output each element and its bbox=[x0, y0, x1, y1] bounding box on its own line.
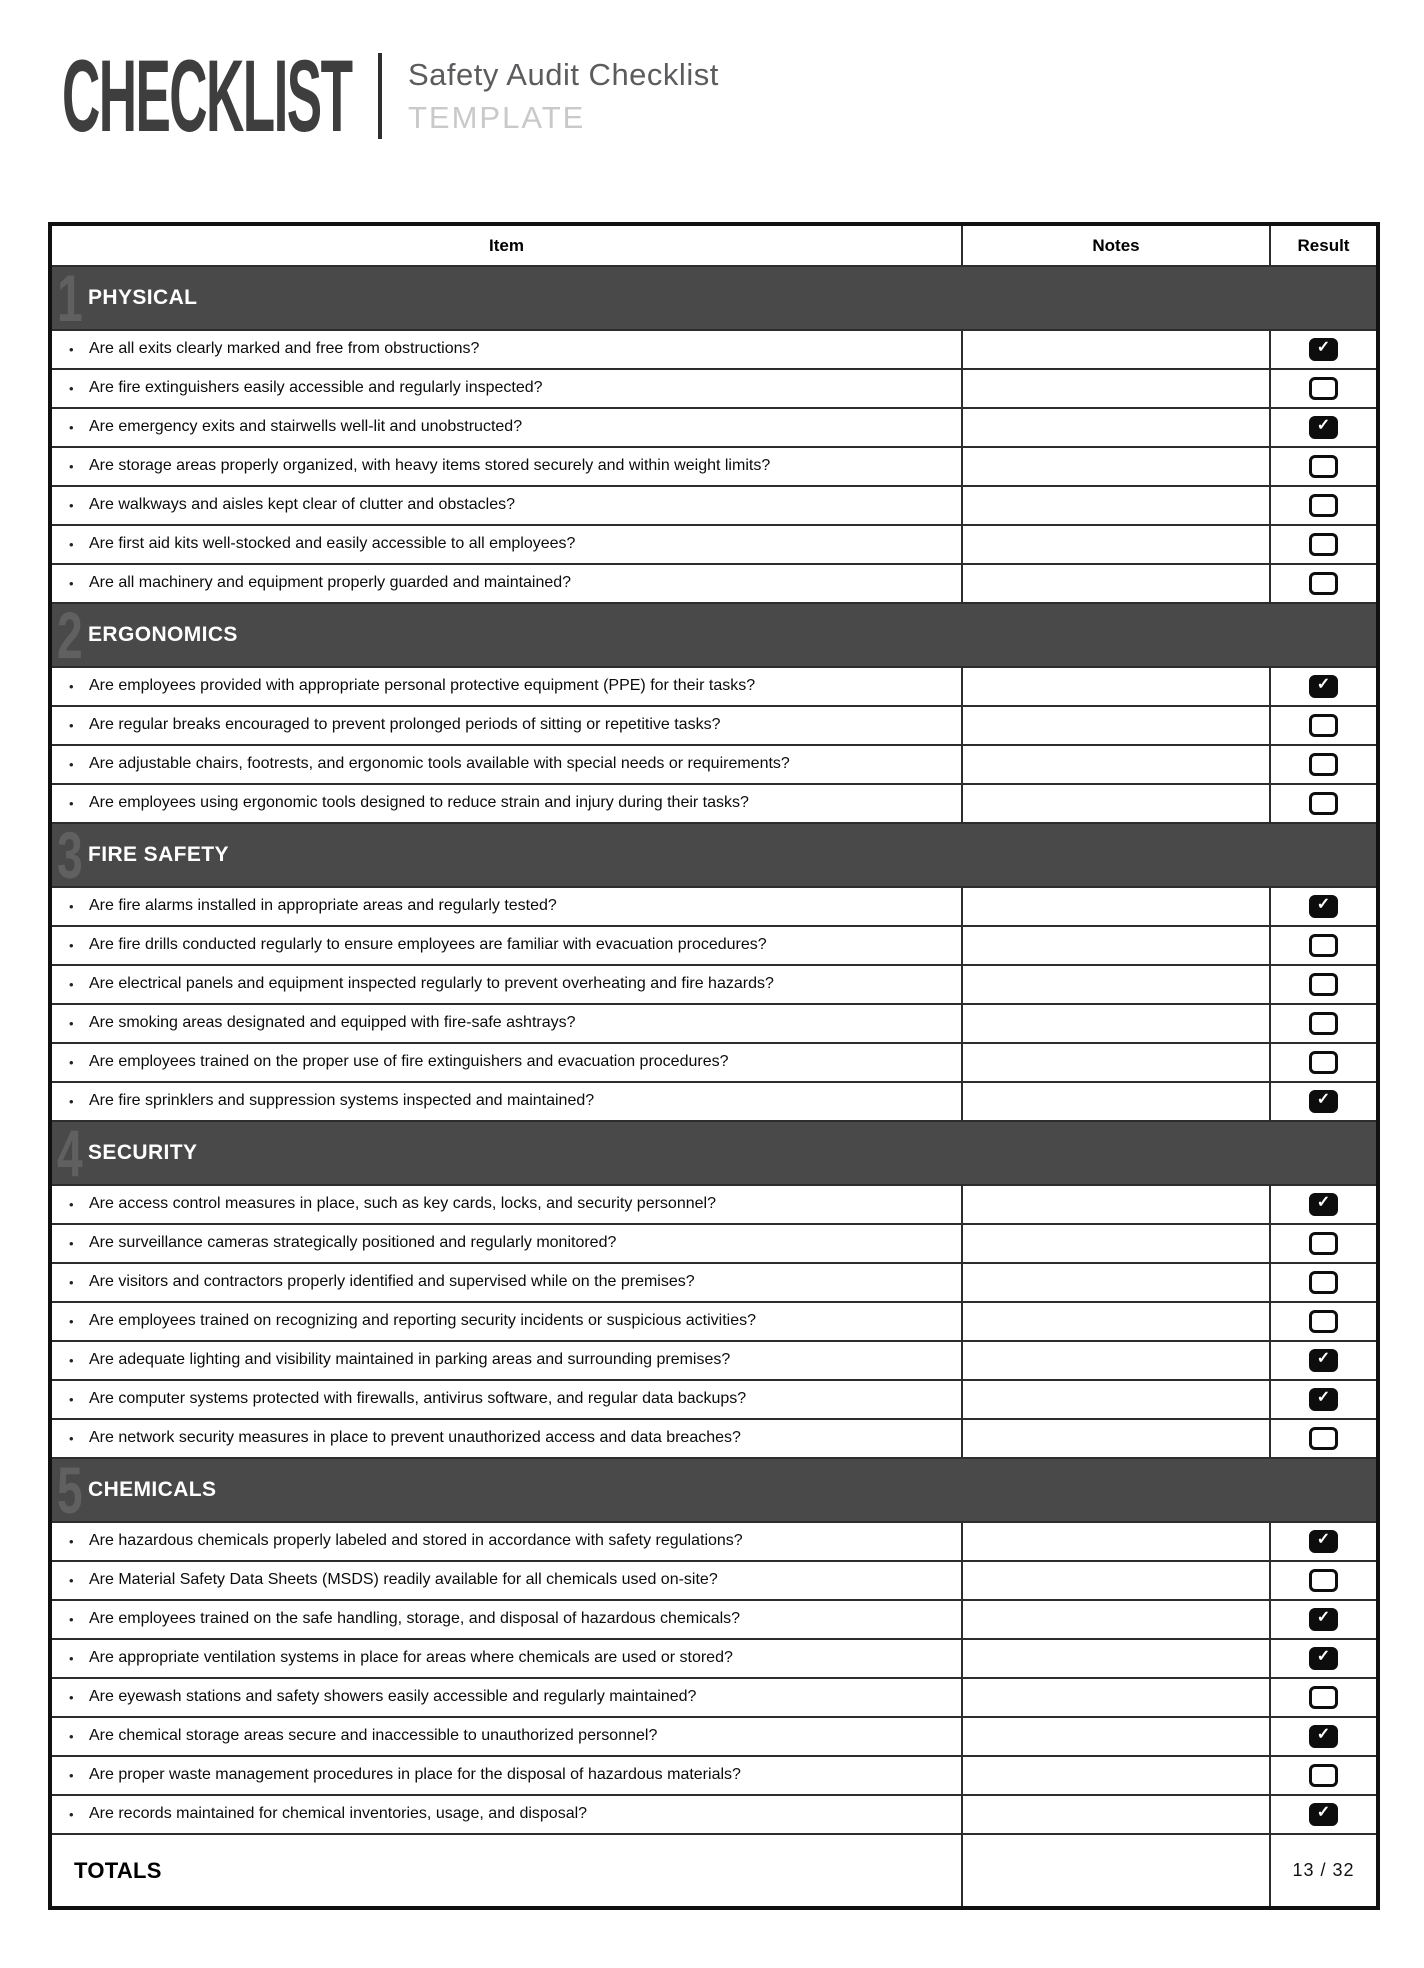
item-text: Are Material Safety Data Sheets (MSDS) readily available for all chemicals used on-site? bbox=[89, 1571, 718, 1589]
notes-field[interactable] bbox=[962, 965, 1270, 1004]
checklist-row bbox=[50, 667, 1378, 706]
item-cell bbox=[50, 1600, 962, 1639]
result-cell bbox=[1270, 1341, 1378, 1380]
checklist-row bbox=[50, 965, 1378, 1004]
item-text: Are employees trained on recognizing and reporting security incidents or suspicious activities? bbox=[89, 1312, 757, 1330]
check-icon: ✓ bbox=[1316, 1648, 1331, 1665]
checkbox-unchecked[interactable] bbox=[1309, 1012, 1338, 1035]
section-title: CHEMICALS bbox=[88, 1478, 217, 1501]
checkbox-unchecked[interactable] bbox=[1309, 377, 1338, 400]
result-cell bbox=[1270, 1756, 1378, 1795]
notes-field[interactable] bbox=[962, 1185, 1270, 1224]
bullet-icon: • bbox=[69, 1274, 74, 1290]
checklist-row bbox=[50, 1004, 1378, 1043]
item-text: Are all exits clearly marked and free from obstructions? bbox=[89, 340, 480, 358]
checklist-row bbox=[50, 486, 1378, 525]
item-cell bbox=[50, 1678, 962, 1717]
checkbox-checked[interactable] bbox=[1309, 338, 1338, 361]
bullet-icon: • bbox=[69, 795, 74, 811]
bullet-icon: • bbox=[69, 1196, 74, 1212]
notes-field[interactable] bbox=[962, 1043, 1270, 1082]
checklist-row bbox=[50, 1795, 1378, 1834]
section-row-physical bbox=[50, 266, 1378, 330]
bullet-icon: • bbox=[69, 678, 74, 694]
result-cell bbox=[1270, 745, 1378, 784]
checkbox-unchecked[interactable] bbox=[1309, 1764, 1338, 1787]
checkbox-unchecked[interactable] bbox=[1309, 973, 1338, 996]
section-number: 1 bbox=[57, 266, 83, 330]
section-bar-fire-safety bbox=[50, 823, 1378, 887]
item-cell bbox=[50, 1004, 962, 1043]
item-cell bbox=[50, 564, 962, 603]
checkbox-checked[interactable] bbox=[1309, 895, 1338, 918]
result-cell bbox=[1270, 1600, 1378, 1639]
notes-field[interactable] bbox=[962, 706, 1270, 745]
notes-field[interactable] bbox=[962, 564, 1270, 603]
section-title: FIRE SAFETY bbox=[88, 843, 229, 866]
result-cell bbox=[1270, 564, 1378, 603]
item-text: Are employees trained on the safe handling, storage, and disposal of hazardous chemicals? bbox=[89, 1610, 741, 1628]
item-text: Are walkways and aisles kept clear of clutter and obstacles? bbox=[89, 496, 515, 514]
result-cell bbox=[1270, 408, 1378, 447]
item-text: Are emergency exits and stairwells well-lit and unobstructed? bbox=[89, 418, 523, 436]
section-bar-chemicals bbox=[50, 1458, 1378, 1522]
checklist-row bbox=[50, 706, 1378, 745]
checkbox-unchecked[interactable] bbox=[1309, 1427, 1338, 1450]
checklist-row bbox=[50, 1185, 1378, 1224]
checkbox-unchecked[interactable] bbox=[1309, 714, 1338, 737]
checkbox-checked[interactable] bbox=[1309, 1803, 1338, 1826]
checkbox-unchecked[interactable] bbox=[1309, 533, 1338, 556]
notes-field[interactable] bbox=[962, 1004, 1270, 1043]
check-icon: ✓ bbox=[1316, 896, 1331, 913]
bullet-icon: • bbox=[69, 1533, 74, 1549]
checklist-row bbox=[50, 1561, 1378, 1600]
item-text: Are first aid kits well-stocked and easily accessible to all employees? bbox=[89, 535, 576, 553]
result-cell bbox=[1270, 965, 1378, 1004]
checklist-row bbox=[50, 1224, 1378, 1263]
check-icon: ✓ bbox=[1316, 1350, 1331, 1367]
notes-field[interactable] bbox=[962, 1341, 1270, 1380]
bullet-icon: • bbox=[69, 458, 74, 474]
bullet-icon: • bbox=[69, 575, 74, 591]
checklist-row bbox=[50, 1639, 1378, 1678]
section-number: 5 bbox=[57, 1458, 83, 1522]
item-cell bbox=[50, 1561, 962, 1600]
check-icon: ✓ bbox=[1316, 339, 1331, 356]
result-cell bbox=[1270, 1522, 1378, 1561]
item-text: Are records maintained for chemical inventories, usage, and disposal? bbox=[89, 1805, 588, 1823]
item-cell bbox=[50, 1043, 962, 1082]
checklist-row bbox=[50, 1263, 1378, 1302]
item-cell bbox=[50, 1082, 962, 1121]
section-number: 4 bbox=[57, 1121, 83, 1185]
column-header-notes: Notes bbox=[962, 224, 1270, 266]
check-icon: ✓ bbox=[1316, 676, 1331, 693]
item-text: Are all machinery and equipment properly guarded and maintained? bbox=[89, 574, 572, 592]
result-cell bbox=[1270, 1639, 1378, 1678]
notes-field[interactable] bbox=[962, 887, 1270, 926]
result-cell bbox=[1270, 1419, 1378, 1458]
item-text: Are fire extinguishers easily accessible and regularly inspected? bbox=[89, 379, 543, 397]
check-icon: ✓ bbox=[1316, 1531, 1331, 1548]
page-title: Safety Audit Checklist bbox=[408, 56, 719, 92]
check-icon: ✓ bbox=[1316, 1091, 1331, 1108]
checklist-row bbox=[50, 525, 1378, 564]
checklist-row bbox=[50, 564, 1378, 603]
bullet-icon: • bbox=[69, 1015, 74, 1031]
result-cell bbox=[1270, 784, 1378, 823]
item-text: Are regular breaks encouraged to prevent prolonged periods of sitting or repetitive tasks? bbox=[89, 716, 721, 734]
bullet-icon: • bbox=[69, 1767, 74, 1783]
bullet-icon: • bbox=[69, 756, 74, 772]
bullet-icon: • bbox=[69, 717, 74, 733]
result-cell bbox=[1270, 1302, 1378, 1341]
item-text: Are fire alarms installed in appropriate areas and regularly tested? bbox=[89, 897, 557, 915]
item-cell bbox=[50, 1224, 962, 1263]
notes-field[interactable] bbox=[962, 1756, 1270, 1795]
header-divider bbox=[378, 53, 382, 139]
item-text: Are network security measures in place to prevent unauthorized access and data breaches? bbox=[89, 1429, 741, 1447]
page-subtitle: TEMPLATE bbox=[408, 99, 586, 135]
notes-field[interactable] bbox=[962, 1678, 1270, 1717]
checkbox-checked[interactable] bbox=[1309, 1388, 1338, 1411]
checklist-row bbox=[50, 1380, 1378, 1419]
checkbox-unchecked[interactable] bbox=[1309, 1569, 1338, 1592]
result-cell bbox=[1270, 1263, 1378, 1302]
bullet-icon: • bbox=[69, 1572, 74, 1588]
checklist-row bbox=[50, 330, 1378, 369]
checklist-row bbox=[50, 1341, 1378, 1380]
logo-wrap bbox=[62, 38, 374, 153]
result-cell bbox=[1270, 1185, 1378, 1224]
notes-field[interactable] bbox=[962, 1263, 1270, 1302]
checkbox-checked[interactable] bbox=[1309, 1647, 1338, 1670]
item-cell bbox=[50, 965, 962, 1004]
bullet-icon: • bbox=[69, 976, 74, 992]
item-text: Are fire drills conducted regularly to ensure employees are familiar with evacuation procedures? bbox=[89, 936, 767, 954]
checkbox-unchecked[interactable] bbox=[1309, 494, 1338, 517]
bullet-icon: • bbox=[69, 1054, 74, 1070]
bullet-icon: • bbox=[69, 1806, 74, 1822]
checkbox-unchecked[interactable] bbox=[1309, 753, 1338, 776]
section-bar-physical bbox=[50, 266, 1378, 330]
notes-field[interactable] bbox=[962, 745, 1270, 784]
title-block bbox=[408, 57, 719, 136]
result-cell bbox=[1270, 1082, 1378, 1121]
section-row-fire-safety bbox=[50, 823, 1378, 887]
result-cell bbox=[1270, 1380, 1378, 1419]
bullet-icon: • bbox=[69, 1235, 74, 1251]
table-header-row bbox=[50, 224, 1378, 266]
checkbox-checked[interactable] bbox=[1309, 1090, 1338, 1113]
item-cell bbox=[50, 887, 962, 926]
notes-field[interactable] bbox=[962, 784, 1270, 823]
checkbox-unchecked[interactable] bbox=[1309, 1271, 1338, 1294]
checklist-row bbox=[50, 1600, 1378, 1639]
checklist-row bbox=[50, 926, 1378, 965]
item-cell bbox=[50, 1419, 962, 1458]
checklist-row bbox=[50, 1302, 1378, 1341]
checklist-row bbox=[50, 1419, 1378, 1458]
bullet-icon: • bbox=[69, 898, 74, 914]
checkbox-checked[interactable] bbox=[1309, 1349, 1338, 1372]
notes-field[interactable] bbox=[962, 525, 1270, 564]
section-title: SECURITY bbox=[88, 1141, 198, 1164]
bullet-icon: • bbox=[69, 341, 74, 357]
notes-field[interactable] bbox=[962, 330, 1270, 369]
section-number: 2 bbox=[57, 603, 83, 667]
notes-field[interactable] bbox=[962, 1522, 1270, 1561]
item-cell bbox=[50, 667, 962, 706]
item-text: Are computer systems protected with firewalls, antivirus software, and regular data backups? bbox=[89, 1390, 747, 1408]
section-title: PHYSICAL bbox=[88, 286, 198, 309]
result-cell bbox=[1270, 706, 1378, 745]
item-cell bbox=[50, 447, 962, 486]
item-cell bbox=[50, 525, 962, 564]
result-cell bbox=[1270, 369, 1378, 408]
checklist-logo: CHECKLIST bbox=[62, 38, 352, 153]
notes-field[interactable] bbox=[962, 1082, 1270, 1121]
item-cell bbox=[50, 1341, 962, 1380]
checklist-row bbox=[50, 1082, 1378, 1121]
result-cell bbox=[1270, 1004, 1378, 1043]
checkbox-checked[interactable] bbox=[1309, 1193, 1338, 1216]
checkbox-unchecked[interactable] bbox=[1309, 792, 1338, 815]
item-cell bbox=[50, 330, 962, 369]
item-text: Are appropriate ventilation systems in place for areas where chemicals are used or stored? bbox=[89, 1649, 733, 1667]
notes-field[interactable] bbox=[962, 1795, 1270, 1834]
checkbox-checked[interactable] bbox=[1309, 675, 1338, 698]
item-cell bbox=[50, 926, 962, 965]
checklist-table bbox=[48, 222, 1380, 1910]
totals-row bbox=[50, 1834, 1378, 1908]
item-text: Are fire sprinklers and suppression systems inspected and maintained? bbox=[89, 1092, 595, 1110]
item-text: Are employees trained on the proper use of fire extinguishers and evacuation procedures? bbox=[89, 1053, 729, 1071]
item-text: Are employees using ergonomic tools designed to reduce strain and injury during their tasks? bbox=[89, 794, 749, 812]
bullet-icon: • bbox=[69, 1728, 74, 1744]
section-bar-security bbox=[50, 1121, 1378, 1185]
checkbox-checked[interactable] bbox=[1309, 1725, 1338, 1748]
item-cell bbox=[50, 1522, 962, 1561]
bullet-icon: • bbox=[69, 1313, 74, 1329]
check-icon: ✓ bbox=[1316, 1194, 1331, 1211]
item-cell bbox=[50, 486, 962, 525]
table-header bbox=[50, 224, 1378, 266]
checklist-row bbox=[50, 1522, 1378, 1561]
checklist-row bbox=[50, 447, 1378, 486]
result-cell bbox=[1270, 887, 1378, 926]
item-text: Are adjustable chairs, footrests, and ergonomic tools available with special needs or requirements? bbox=[89, 755, 790, 773]
totals-notes-cell bbox=[962, 1834, 1270, 1908]
item-text: Are visitors and contractors properly identified and supervised while on the premises? bbox=[89, 1273, 695, 1291]
checkbox-checked[interactable] bbox=[1309, 1608, 1338, 1631]
check-icon: ✓ bbox=[1316, 1389, 1331, 1406]
checklist-row bbox=[50, 784, 1378, 823]
totals-result: 13 / 32 bbox=[1270, 1834, 1378, 1908]
checklist-row bbox=[50, 745, 1378, 784]
check-icon: ✓ bbox=[1316, 1726, 1331, 1743]
item-cell bbox=[50, 745, 962, 784]
checkbox-unchecked[interactable] bbox=[1309, 455, 1338, 478]
bullet-icon: • bbox=[69, 1611, 74, 1627]
column-header-result: Result bbox=[1270, 224, 1378, 266]
result-cell bbox=[1270, 667, 1378, 706]
document-header bbox=[62, 38, 719, 153]
totals-section bbox=[50, 1834, 1378, 1908]
totals-label: TOTALS bbox=[50, 1834, 962, 1908]
item-cell bbox=[50, 1639, 962, 1678]
bullet-icon: • bbox=[69, 1689, 74, 1705]
item-text: Are storage areas properly organized, with heavy items stored securely and within weight limits? bbox=[89, 457, 771, 475]
bullet-icon: • bbox=[69, 380, 74, 396]
notes-field[interactable] bbox=[962, 1224, 1270, 1263]
item-text: Are employees provided with appropriate personal protective equipment (PPE) for their tasks? bbox=[89, 677, 756, 695]
result-cell bbox=[1270, 926, 1378, 965]
item-cell bbox=[50, 784, 962, 823]
result-cell bbox=[1270, 1717, 1378, 1756]
bullet-icon: • bbox=[69, 937, 74, 953]
item-text: Are smoking areas designated and equipped with fire-safe ashtrays? bbox=[89, 1014, 576, 1032]
checkbox-unchecked[interactable] bbox=[1309, 1310, 1338, 1333]
checkbox-unchecked[interactable] bbox=[1309, 1051, 1338, 1074]
checkbox-checked[interactable] bbox=[1309, 416, 1338, 439]
section-title: ERGONOMICS bbox=[88, 623, 238, 646]
notes-field[interactable] bbox=[962, 1302, 1270, 1341]
result-cell bbox=[1270, 1678, 1378, 1717]
notes-field[interactable] bbox=[962, 926, 1270, 965]
item-text: Are proper waste management procedures in place for the disposal of hazardous materials? bbox=[89, 1766, 741, 1784]
checkbox-unchecked[interactable] bbox=[1309, 1686, 1338, 1709]
bullet-icon: • bbox=[69, 1352, 74, 1368]
item-cell bbox=[50, 706, 962, 745]
item-cell bbox=[50, 1795, 962, 1834]
bullet-icon: • bbox=[69, 1430, 74, 1446]
bullet-icon: • bbox=[69, 1391, 74, 1407]
notes-field[interactable] bbox=[962, 1561, 1270, 1600]
checkbox-unchecked[interactable] bbox=[1309, 572, 1338, 595]
checklist-row bbox=[50, 1717, 1378, 1756]
checkbox-unchecked[interactable] bbox=[1309, 1232, 1338, 1255]
checklist-row bbox=[50, 1678, 1378, 1717]
item-text: Are adequate lighting and visibility maintained in parking areas and surrounding premises? bbox=[89, 1351, 731, 1369]
notes-field[interactable] bbox=[962, 486, 1270, 525]
notes-field[interactable] bbox=[962, 1717, 1270, 1756]
section-number: 3 bbox=[57, 823, 83, 887]
item-cell bbox=[50, 408, 962, 447]
checkbox-unchecked[interactable] bbox=[1309, 934, 1338, 957]
check-icon: ✓ bbox=[1316, 417, 1331, 434]
result-cell bbox=[1270, 525, 1378, 564]
item-text: Are access control measures in place, such as key cards, locks, and security personnel? bbox=[89, 1195, 716, 1213]
section-row-ergonomics bbox=[50, 603, 1378, 667]
checklist-row bbox=[50, 408, 1378, 447]
item-cell bbox=[50, 1263, 962, 1302]
check-icon: ✓ bbox=[1316, 1804, 1331, 1821]
notes-field[interactable] bbox=[962, 408, 1270, 447]
checklist-row bbox=[50, 1756, 1378, 1795]
section-row-security bbox=[50, 1121, 1378, 1185]
bullet-icon: • bbox=[69, 1093, 74, 1109]
notes-field[interactable] bbox=[962, 447, 1270, 486]
result-cell bbox=[1270, 330, 1378, 369]
item-text: Are surveillance cameras strategically positioned and regularly monitored? bbox=[89, 1234, 617, 1252]
column-header-item: Item bbox=[50, 224, 962, 266]
bullet-icon: • bbox=[69, 497, 74, 513]
notes-field[interactable] bbox=[962, 667, 1270, 706]
result-cell bbox=[1270, 486, 1378, 525]
result-cell bbox=[1270, 1561, 1378, 1600]
notes-field[interactable] bbox=[962, 1380, 1270, 1419]
result-cell bbox=[1270, 1043, 1378, 1082]
item-cell bbox=[50, 1717, 962, 1756]
item-cell bbox=[50, 369, 962, 408]
item-text: Are electrical panels and equipment inspected regularly to prevent overheating and fire hazards? bbox=[89, 975, 774, 993]
section-bar-ergonomics bbox=[50, 603, 1378, 667]
item-text: Are chemical storage areas secure and inaccessible to unauthorized personnel? bbox=[89, 1727, 658, 1745]
item-cell bbox=[50, 1302, 962, 1341]
item-text: Are eyewash stations and safety showers easily accessible and regularly maintained? bbox=[89, 1688, 697, 1706]
section-row-chemicals bbox=[50, 1458, 1378, 1522]
notes-field[interactable] bbox=[962, 1600, 1270, 1639]
checklist-row bbox=[50, 1043, 1378, 1082]
notes-field[interactable] bbox=[962, 369, 1270, 408]
bullet-icon: • bbox=[69, 1650, 74, 1666]
bullet-icon: • bbox=[69, 536, 74, 552]
item-cell bbox=[50, 1756, 962, 1795]
result-cell bbox=[1270, 1795, 1378, 1834]
checkbox-checked[interactable] bbox=[1309, 1530, 1338, 1553]
notes-field[interactable] bbox=[962, 1639, 1270, 1678]
notes-field[interactable] bbox=[962, 1419, 1270, 1458]
bullet-icon: • bbox=[69, 419, 74, 435]
result-cell bbox=[1270, 1224, 1378, 1263]
item-cell bbox=[50, 1185, 962, 1224]
checklist-row bbox=[50, 369, 1378, 408]
checklist-row bbox=[50, 887, 1378, 926]
check-icon: ✓ bbox=[1316, 1609, 1331, 1626]
item-cell bbox=[50, 1380, 962, 1419]
item-text: Are hazardous chemicals properly labeled and stored in accordance with safety regulations? bbox=[89, 1532, 743, 1550]
checklist-body bbox=[50, 266, 1378, 1834]
result-cell bbox=[1270, 447, 1378, 486]
